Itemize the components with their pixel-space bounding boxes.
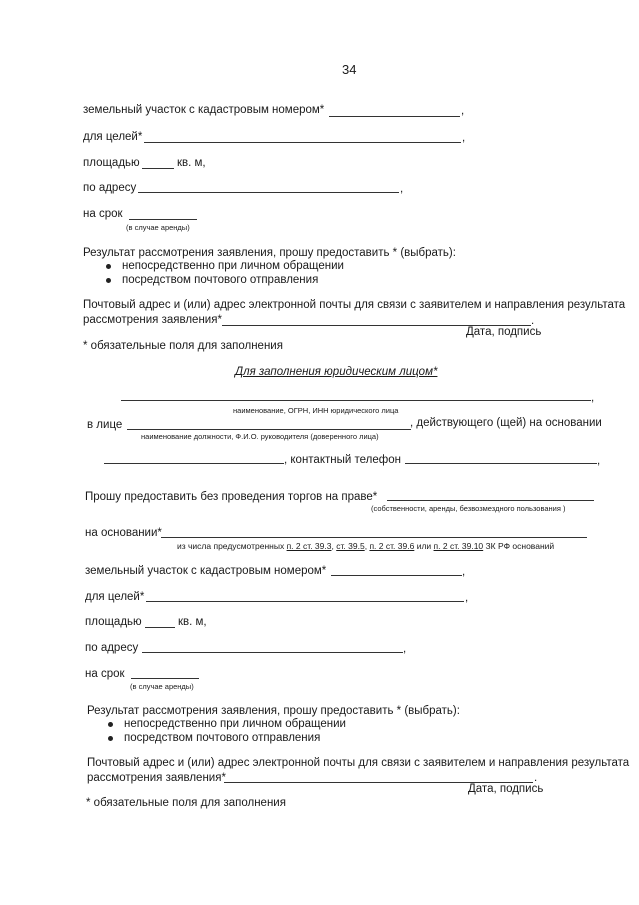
cadastre-input-line[interactable]	[329, 116, 460, 117]
address-label: по адресу	[83, 182, 137, 194]
legal-entity-heading: Для заполнения юридическим лицом*	[235, 366, 438, 378]
in-person-label: в лице	[87, 419, 123, 431]
bullet	[108, 736, 113, 741]
representative-input-line[interactable]	[127, 429, 411, 430]
term-input-line[interactable]	[129, 219, 197, 220]
request-label: Прошу предоставить без проведения торгов на праве*	[85, 491, 378, 503]
term-note: (в случае аренды)	[130, 682, 194, 691]
period: .	[531, 315, 535, 327]
address-input-line[interactable]	[138, 192, 399, 193]
acting-basis-label: , действующего (щей) на основании	[410, 417, 602, 429]
term-label: на срок	[83, 208, 123, 220]
purpose-label: для целей*	[85, 591, 145, 603]
option-in-person[interactable]: непосредственно при личном обращении	[122, 260, 344, 272]
postal-label-line2: рассмотрения заявления*	[83, 314, 222, 326]
postal-label-line2: рассмотрения заявления*	[87, 772, 226, 784]
phone-label: , контактный телефон	[284, 454, 401, 466]
option-in-person[interactable]: непосредственно при личном обращении	[124, 718, 346, 730]
comma: ,	[465, 592, 469, 604]
link-art-39-6[interactable]: п. 2 ст. 39.6	[369, 541, 415, 551]
purpose-input-line[interactable]	[146, 601, 464, 602]
link-art-39-10[interactable]: п. 2 ст. 39.10	[433, 541, 484, 551]
page-number: 34	[342, 62, 357, 77]
comma: ,	[461, 105, 465, 117]
cadastre-input-line[interactable]	[331, 575, 462, 576]
comma: ,	[591, 392, 595, 404]
link-art-39-5[interactable]: ст. 39.5	[336, 541, 365, 551]
option-postal[interactable]: посредством почтового отправления	[124, 732, 321, 744]
area-input-line[interactable]	[145, 627, 175, 628]
basis-note: из числа предусмотренных п. 2 ст. 39.3, ст. 39.5, п. 2 ст. 39.6 или п. 2 ст. 39.10 ЗК РФ оснований	[177, 541, 555, 551]
postal-label-line1: Почтовый адрес и (или) адрес электронной почты для связи с заявителем и направления результата	[87, 757, 630, 769]
legal-name-note: наименование, ОГРН, ИНН юридического лица	[233, 406, 399, 415]
postal-label-line1: Почтовый адрес и (или) адрес электронной почты для связи с заявителем и направления результата	[83, 299, 626, 311]
bullet	[108, 722, 113, 727]
address-label: по адресу	[85, 642, 139, 654]
phone-input-line[interactable]	[405, 463, 597, 464]
bullet	[106, 264, 111, 269]
legal-name-input-line[interactable]	[121, 400, 591, 401]
cadastre-label: земельный участок с кадастровым номером*	[83, 104, 325, 116]
bullet	[106, 278, 111, 283]
comma: ,	[597, 455, 601, 467]
area-unit: кв. м,	[177, 157, 206, 169]
date-signature-label: Дата, подпись	[468, 783, 544, 795]
purpose-input-line[interactable]	[144, 142, 461, 143]
required-fields-note: * обязательные поля для заполнения	[83, 340, 283, 352]
basis-input-line[interactable]	[161, 537, 587, 538]
cadastre-label: земельный участок с кадастровым номером*	[85, 565, 327, 577]
period: .	[534, 772, 538, 784]
area-label: площадью	[85, 616, 142, 628]
contact-input-line[interactable]	[104, 463, 284, 464]
area-unit: кв. м,	[178, 616, 207, 628]
basis-label: на основании*	[85, 527, 162, 539]
comma: ,	[462, 566, 466, 578]
date-signature-label: Дата, подпись	[466, 326, 542, 338]
term-label: на срок	[85, 668, 125, 680]
area-input-line[interactable]	[142, 168, 174, 169]
option-postal[interactable]: посредством почтового отправления	[122, 274, 319, 286]
result-label: Результат рассмотрения заявления, прошу предоставить * (выбрать):	[83, 247, 456, 259]
purpose-label: для целей*	[83, 131, 143, 143]
link-art-39-3[interactable]: п. 2 ст. 39.3	[286, 541, 332, 551]
comma: ,	[400, 183, 404, 195]
address-input-line[interactable]	[142, 652, 403, 653]
term-note: (в случае аренды)	[126, 223, 190, 232]
required-fields-note: * обязательные поля для заполнения	[86, 797, 286, 809]
term-input-line[interactable]	[131, 678, 199, 679]
result-label: Результат рассмотрения заявления, прошу предоставить * (выбрать):	[87, 705, 460, 717]
area-label: площадью	[83, 157, 140, 169]
position-note: наименование должности, Ф.И.О. руководителя (доверенного лица)	[141, 432, 379, 441]
right-input-line[interactable]	[387, 500, 594, 501]
right-note: (собственности, аренды, безвозмездного пользования )	[371, 504, 566, 513]
comma: ,	[403, 643, 407, 655]
comma: ,	[462, 132, 466, 144]
